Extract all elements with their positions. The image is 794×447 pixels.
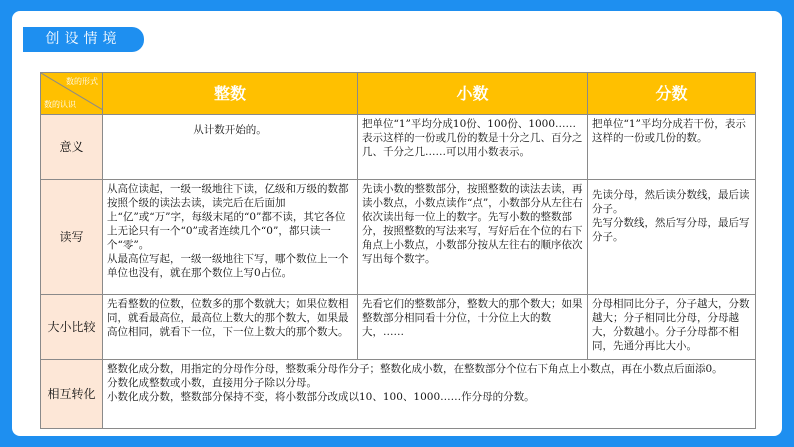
conversion-line: 整数化成分数，用指定的分母作分母，整数乘分母作分子；整数化成小数，在整数部分个位右下角点上小数点，再在小数点后面添0。: [107, 363, 723, 375]
cell-decimal-compare: 先看它们的整数部分，整数大的那个数大；如果整数部分相同看十分位，十分位上大的数大，……: [358, 295, 588, 360]
corner-bottom-label: 数的认识: [44, 100, 76, 109]
integer-write-text: 从最高位写起，一级一级地往下写，哪个数位上一个单位也没有，就在那个数位上写0占位。: [107, 253, 349, 279]
col-integer-header: 整数: [103, 73, 358, 115]
table-row: [41, 360, 756, 429]
table-row: [41, 295, 756, 360]
fraction-write-text: 先写分数线，然后写分母，最后写分子。: [592, 217, 750, 243]
cell-integer-read-write: [103, 180, 358, 295]
cell-decimal-read-write: 先读小数的整数部分，按照整数的读法去读，再读小数点，小数点读作“点”，小数部分从左往右依次读出每一位上的数字。先写小数的整数部分，按照整数的写法来写，写好后在个位的右下角点上小数点，小数部分按从左往右的顺序依次写出每个数字。: [358, 180, 588, 295]
header-row: [41, 73, 756, 115]
row-label-meaning: 意义: [41, 115, 103, 180]
cell-fraction-meaning: 把单位“1”平均分成若干份，表示这样的一份或几份的数。: [588, 115, 756, 180]
col-decimal-header: 小数: [358, 73, 588, 115]
corner-cell: [41, 73, 103, 115]
cell-integer-compare: 先看整数的位数，位数多的那个数就大；如果位数相同，就看最高位，最高位上数大的那个数大，如果最高位相同，就看下一位，下一位上数大的那个数大。: [103, 295, 358, 360]
conversion-line: 小数化成分数，整数部分保持不变，将小数部分改成以10、100、1000……作分母的分数。: [107, 391, 535, 403]
corner-top-label: 数的形式: [66, 77, 98, 86]
cell-integer-meaning: 从计数开始的。: [103, 115, 358, 180]
row-label-compare: 大小比较: [41, 295, 103, 360]
row-label-conversion: 相互转化: [41, 360, 103, 429]
col-fraction-header: 分数: [588, 73, 756, 115]
section-badge: 创设情境: [23, 27, 144, 52]
table-row: [41, 115, 756, 180]
comparison-table: [40, 72, 756, 429]
cell-fraction-compare: 分母相同比分子，分子越大，分数越大；分子相同比分母，分母越大，分数越小。分子分母都不相同，先通分再比大小。: [588, 295, 756, 360]
cell-fraction-read-write: [588, 180, 756, 295]
cell-decimal-meaning: 把单位“1”平均分成10份、100份、1000……表示这样的一份或几份的数是十分之几、百分之几、千分之几……可以用小数表示。: [358, 115, 588, 180]
conversion-line: 分数化成整数或小数，直接用分子除以分母。: [107, 377, 317, 389]
integer-read-text: 从高位读起，一级一级地往下读，亿级和万级的数都按照个级的读法去读，读完后在后面加上“亿”或“万”字，每级末尾的“0”都不读，其它各位上无论只有一个“0”或者连续几个“0”，都只读一个“零”。: [107, 183, 349, 251]
cell-conversion: [103, 360, 756, 429]
row-label-read-write: 读写: [41, 180, 103, 295]
fraction-read-text: 先读分母，然后读分数线，最后读分子。: [592, 189, 750, 215]
table-row: [41, 180, 756, 295]
